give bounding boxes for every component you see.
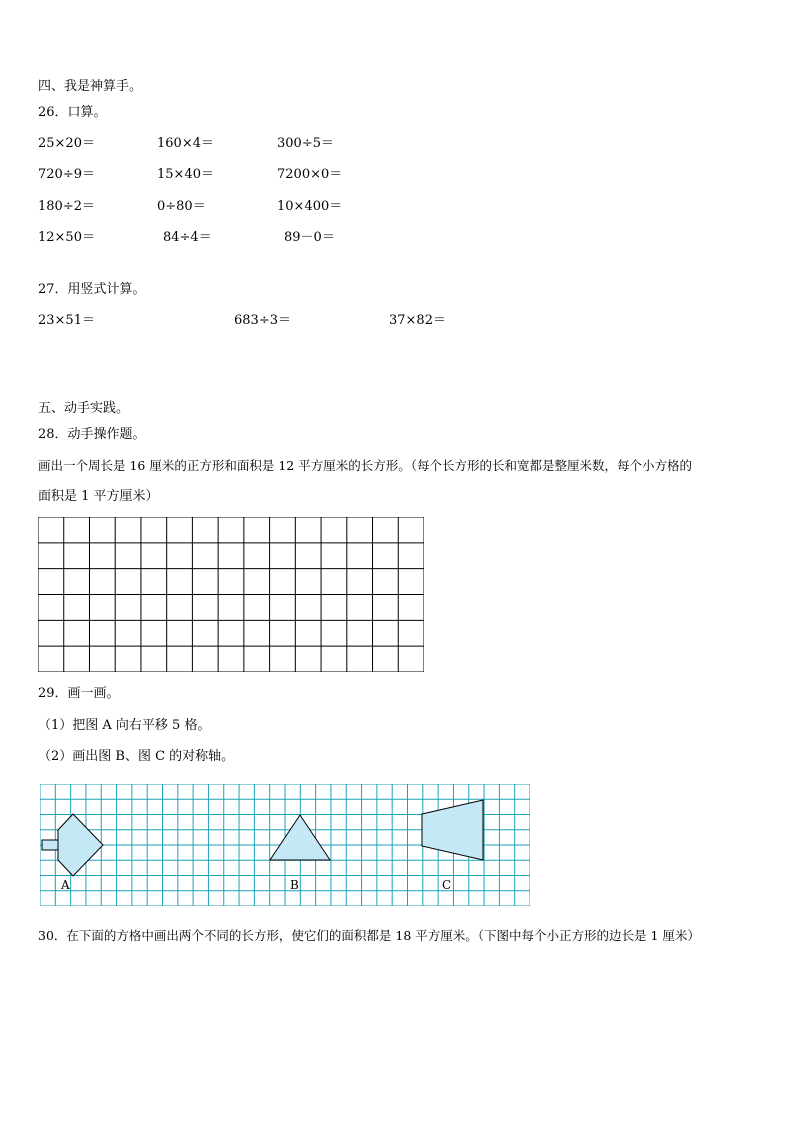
- section4-heading: 四、我是神算手。: [38, 79, 143, 94]
- section5-heading: 五、动手实践。: [38, 401, 130, 416]
- q28-drawing-grid[interactable]: [38, 517, 424, 672]
- q26-item: 160×4＝: [157, 136, 214, 151]
- q26-item: 89－0＝: [284, 230, 335, 245]
- q26-item: 300÷5＝: [277, 136, 334, 151]
- figure-c-label: C: [442, 878, 452, 892]
- q26-item: 180÷2＝: [38, 199, 95, 214]
- q26-item: 720÷9＝: [38, 167, 95, 182]
- q28-title: 28．动手操作题。: [38, 427, 146, 442]
- q26-item: 12×50＝: [38, 230, 95, 245]
- q28-grid-lines: [38, 517, 424, 672]
- q26-item: 7200×0＝: [277, 167, 343, 182]
- q29-sub1: （1）把图 A 向右平移 5 格。: [38, 718, 211, 733]
- q28-instruction-line1: 画出一个周长是 16 厘米的正方形和面积是 12 平方厘米的长方形。（每个长方形的长和宽都是整厘米数，每个小方格的: [38, 458, 692, 473]
- q26-item: 25×20＝: [38, 136, 95, 151]
- q29-drawing-grid[interactable]: [40, 784, 530, 906]
- figure-b-label: B: [290, 878, 299, 892]
- q30-title: 30．在下面的方格中画出两个不同的长方形，使它们的面积都是 18 平方厘米。（下图中每个小正方形的边长是 1 厘米）: [38, 928, 700, 943]
- q26-title: 26．口算。: [38, 105, 107, 120]
- q29-sub2: （2）画出图 B、图 C 的对称轴。: [38, 749, 235, 764]
- figure-c-shape: [422, 800, 483, 860]
- q26-item: 10×400＝: [277, 199, 343, 214]
- q27-item: 23×51＝: [38, 313, 95, 328]
- q28-instruction-line2: 面积是 1 平方厘米）: [38, 489, 159, 504]
- q29-title: 29．画一画。: [38, 686, 120, 701]
- q26-item: 0÷80＝: [157, 199, 206, 214]
- q27-item: 683÷3＝: [234, 313, 291, 328]
- figure-b-shape: [270, 815, 330, 860]
- q26-item: 84÷4＝: [163, 230, 212, 245]
- figure-a-label: A: [61, 878, 70, 892]
- q27-item: 37×82＝: [389, 313, 446, 328]
- q26-item: 15×40＝: [157, 167, 214, 182]
- figure-a-shape: [42, 814, 103, 876]
- q27-title: 27．用竖式计算。: [38, 282, 146, 297]
